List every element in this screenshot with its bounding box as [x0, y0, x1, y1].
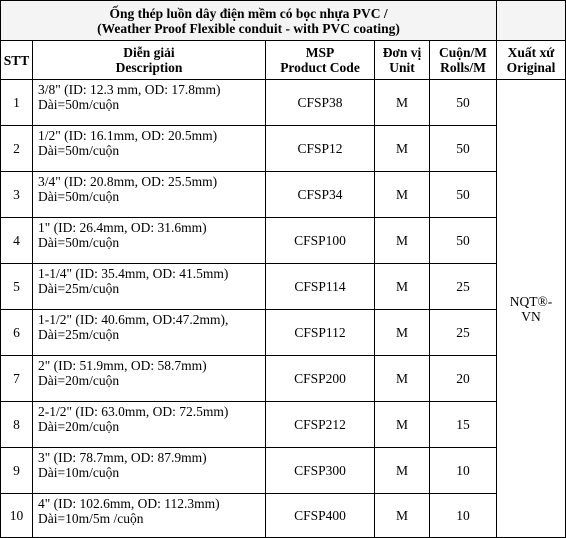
title-blank-cell	[497, 1, 566, 41]
row-description-length: Dài=50m/cuộn	[38, 97, 120, 112]
row-description	[33, 126, 266, 172]
row-product-code: CFSP212	[266, 402, 375, 448]
header-product-code	[266, 41, 375, 80]
row-rolls: 50	[430, 80, 497, 126]
row-product-code: CFSP400	[266, 494, 375, 538]
row-description	[33, 80, 266, 126]
header-description-en: Description	[115, 60, 183, 75]
row-description-size: 1-1/2" (ID: 40.6mm, OD:47.2mm),	[38, 312, 229, 327]
row-description-size: 2-1/2" (ID: 63.0mm, OD: 72.5mm)	[38, 404, 229, 419]
table-title-line-2: (Weather Proof Flexible conduit - with PVC coating)	[97, 20, 400, 36]
row-description	[33, 356, 266, 402]
row-description	[33, 402, 266, 448]
header-unit-vi: Đơn vị	[382, 45, 422, 60]
header-stt: STT	[1, 41, 33, 80]
row-product-code: CFSP12	[266, 126, 375, 172]
table-row	[1, 264, 566, 310]
row-product-code: CFSP34	[266, 172, 375, 218]
row-unit: M	[375, 80, 430, 126]
table-row	[1, 356, 566, 402]
header-rolls-en: Rolls/M	[440, 60, 486, 75]
row-description	[33, 310, 266, 356]
table-row	[1, 310, 566, 356]
table-row	[1, 448, 566, 494]
row-stt: 4	[1, 218, 33, 264]
row-description	[33, 264, 266, 310]
row-description	[33, 218, 266, 264]
row-description-size: 3/8" (ID: 12.3 mm, OD: 17.8mm)	[38, 82, 221, 97]
row-description-length: Dài=50m/cuộn	[38, 143, 120, 158]
header-code-en: Product Code	[280, 60, 360, 75]
row-stt: 5	[1, 264, 33, 310]
row-rolls: 15	[430, 402, 497, 448]
row-stt: 10	[1, 494, 33, 538]
row-unit: M	[375, 172, 430, 218]
row-description-size: 3/4" (ID: 20.8mm, OD: 25.5mm)	[38, 174, 218, 189]
row-description-length: Dài=10m/5m /cuộn	[38, 511, 144, 526]
row-stt: 8	[1, 402, 33, 448]
row-description-length: Dài=50m/cuộn	[38, 235, 120, 250]
row-rolls: 50	[430, 172, 497, 218]
origin-line-2: VN	[521, 308, 541, 324]
title-row	[1, 1, 566, 41]
row-description-length: Dài=50m/cuộn	[38, 189, 120, 204]
header-origin	[497, 41, 566, 80]
row-description-size: 2" (ID: 51.9mm, OD: 58.7mm)	[38, 358, 207, 373]
row-description-length: Dài=25m/cuộn	[38, 281, 120, 296]
header-description	[33, 41, 266, 80]
table-row	[1, 80, 566, 126]
row-stt: 2	[1, 126, 33, 172]
row-product-code: CFSP300	[266, 448, 375, 494]
header-rolls-vi: Cuộn/M	[439, 45, 488, 60]
header-unit-en: Unit	[389, 60, 415, 75]
row-product-code: CFSP200	[266, 356, 375, 402]
row-description-size: 1-1/4" (ID: 35.4mm, OD: 41.5mm)	[38, 266, 229, 281]
row-rolls: 25	[430, 310, 497, 356]
row-unit: M	[375, 310, 430, 356]
header-row	[1, 41, 566, 80]
row-rolls: 50	[430, 218, 497, 264]
table-row	[1, 218, 566, 264]
row-unit: M	[375, 356, 430, 402]
header-code-vi: MSP	[305, 45, 335, 60]
row-unit: M	[375, 126, 430, 172]
row-stt: 1	[1, 80, 33, 126]
row-unit: M	[375, 402, 430, 448]
origin-line-1: NQT®-	[509, 293, 553, 309]
row-description-size: 4" (ID: 102.6mm, OD: 112.3mm)	[38, 496, 220, 511]
row-description	[33, 448, 266, 494]
origin-cell	[497, 80, 566, 538]
row-description-size: 3" (ID: 78.7mm, OD: 87.9mm)	[38, 450, 207, 465]
header-origin-en: Original	[506, 60, 556, 75]
row-description	[33, 172, 266, 218]
row-unit: M	[375, 264, 430, 310]
row-rolls: 25	[430, 264, 497, 310]
row-stt: 9	[1, 448, 33, 494]
row-description-size: 1/2" (ID: 16.1mm, OD: 20.5mm)	[38, 128, 218, 143]
table-title	[1, 1, 497, 41]
table-row	[1, 126, 566, 172]
row-description-length: Dài=25m/cuộn	[38, 327, 120, 342]
row-stt: 3	[1, 172, 33, 218]
table-row	[1, 172, 566, 218]
row-unit: M	[375, 448, 430, 494]
row-description-length: Dài=20m/cuộn	[38, 419, 120, 434]
row-product-code: CFSP100	[266, 218, 375, 264]
row-product-code: CFSP114	[266, 264, 375, 310]
row-description-length: Dài=20m/cuộn	[38, 373, 120, 388]
header-rolls	[430, 41, 497, 80]
header-origin-vi: Xuất xứ	[507, 45, 555, 60]
row-description-length: Dài=10m/cuộn	[38, 465, 120, 480]
row-product-code: CFSP38	[266, 80, 375, 126]
header-unit	[375, 41, 430, 80]
row-rolls: 50	[430, 126, 497, 172]
row-stt: 7	[1, 356, 33, 402]
row-unit: M	[375, 218, 430, 264]
row-product-code: CFSP112	[266, 310, 375, 356]
row-rolls: 20	[430, 356, 497, 402]
header-description-vi: Diễn giải	[123, 45, 175, 60]
row-unit: M	[375, 494, 430, 538]
table-title-line-1: Ống thép luồn dây điện mềm có bọc nhựa PVC /	[109, 5, 388, 21]
row-description-size: 1" (ID: 26.4mm, OD: 31.6mm)	[38, 220, 207, 235]
row-rolls: 10	[430, 494, 497, 538]
row-rolls: 10	[430, 448, 497, 494]
row-stt: 6	[1, 310, 33, 356]
table-row	[1, 402, 566, 448]
